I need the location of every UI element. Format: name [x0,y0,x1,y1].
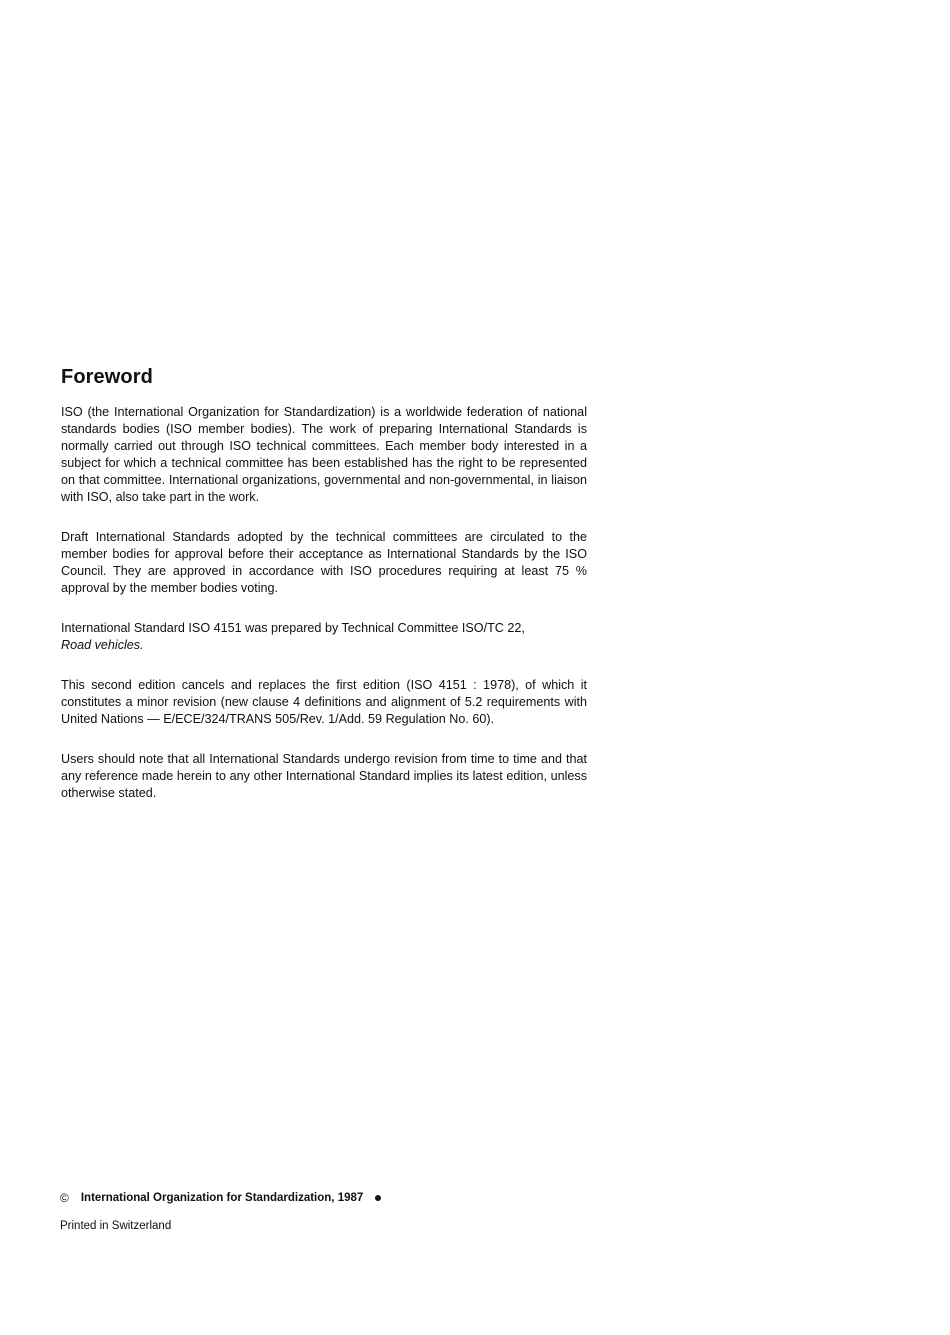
foreword-paragraph-5: Users should note that all International Standards undergo revision from time to time and that any reference made herein to any other International Standard implies its latest edition, unless otherwise stated. [61,752,587,800]
foreword-paragraph-2: Draft International Standards adopted by the technical committees are circulated to the member bodies for approval before their acceptance as International Standards by the ISO Council. They are approved in accordance with ISO procedures requiring at least 75 % approval by the member bodies voting. [61,530,587,595]
page-footer [60,1190,660,1232]
foreword-paragraph-3-text: International Standard ISO 4151 was prepared by Technical Committee ISO/TC 22, [61,621,525,635]
foreword-body [61,404,587,825]
copyright-icon: © [60,1191,69,1205]
copyright-text: International Organization for Standardization, 1987 [80,1192,364,1204]
printed-in-text: Printed in Switzerland [60,1220,172,1232]
foreword-paragraph-3 [61,620,587,654]
committee-title: Road vehicles. [61,638,144,652]
copyright-line [60,1190,660,1206]
bullet-dot-icon [375,1195,381,1201]
foreword-paragraph-1: ISO (the International Organization for Standardization) is a worldwide federation of national standards bodies (ISO member bodies). The work of preparing International Standards is normally carried out through ISO technical committees. Each member body interested in a subject for which a technical committee has been established has the right to be represented on that committee. International organizations, governmental and non-governmental, in liaison with ISO, also take part in the work. [61,405,587,504]
foreword-paragraph-4: This second edition cancels and replaces the first edition (ISO 4151 : 1978), of which it constitutes a minor revision (new clause 4 definitions and alignment of 5.2 requirements with United Nations — E/ECE/324/TRANS 505/Rev. 1/Add. 59 Regulation No. 60). [61,678,587,726]
foreword-heading: Foreword [61,366,153,388]
